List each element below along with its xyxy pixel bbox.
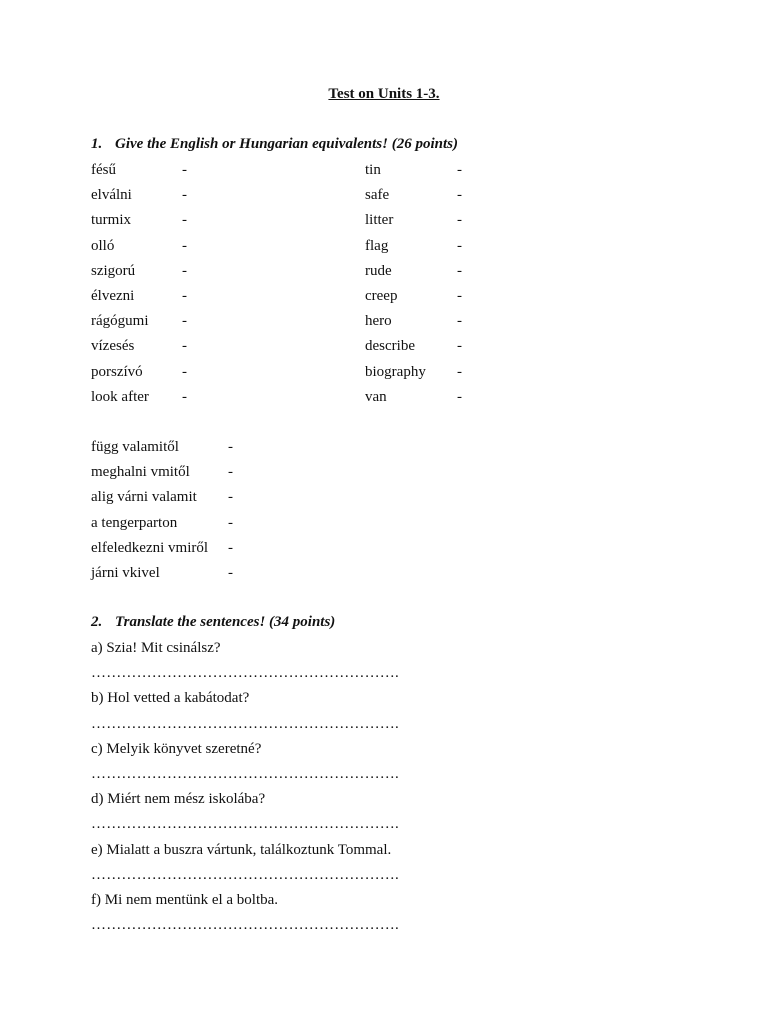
phrase-text: járni vkivel — [91, 564, 160, 581]
vocab-row — [91, 286, 491, 311]
vocab-right-dash: - — [457, 363, 462, 380]
section-2-number: 2. — [91, 614, 103, 630]
vocab-row — [91, 336, 491, 361]
section-1-number: 1. — [91, 136, 103, 152]
sentence-text: f) Mi nem mentünk el a boltba. — [91, 891, 279, 908]
phrase-dash: - — [228, 464, 233, 481]
answer-line: ……………………………………………………. — [91, 917, 399, 934]
phrase-text: a tengerparton — [91, 514, 178, 531]
section-1-heading-text: Give the English or Hungarian equivalents! (26 points) — [115, 136, 458, 152]
answer-line: ……………………………………………………. — [91, 665, 399, 682]
vocab-right-dash: - — [457, 162, 462, 178]
vocab-left-dash: - — [182, 363, 187, 380]
vocab-left-word: olló — [91, 237, 115, 254]
vocab-right-dash: - — [457, 262, 462, 279]
sentence-text: e) Mialatt a buszra vártunk, találkoztunk Tommal. — [91, 841, 392, 858]
vocab-right-word: tin — [365, 162, 381, 178]
phrase-text: függ valamitől — [91, 439, 179, 455]
answer-line: ……………………………………………………. — [91, 715, 399, 732]
phrase-dash: - — [228, 514, 233, 531]
section-2-heading — [91, 614, 335, 631]
vocab-left-dash: - — [182, 162, 187, 178]
phrase-row — [91, 538, 391, 563]
vocab-right-word: litter — [365, 212, 394, 229]
vocab-right-word: biography — [365, 363, 426, 380]
vocab-row — [91, 387, 491, 412]
vocab-right-dash: - — [457, 388, 462, 405]
sentence-list — [91, 638, 541, 940]
sentence-item — [91, 890, 541, 940]
vocab-left-dash: - — [182, 313, 187, 330]
vocab-row — [91, 210, 491, 235]
vocab-left-dash: - — [182, 237, 187, 254]
vocab-right-word: van — [365, 388, 387, 405]
sentence-text: c) Melyik könyvet szeretné? — [91, 740, 262, 757]
vocab-left-word: turmix — [91, 212, 131, 229]
phrase-text: meghalni vmitől — [91, 464, 190, 481]
phrase-row — [91, 563, 391, 588]
vocab-left-word: élvezni — [91, 287, 135, 304]
vocab-left-word: look after — [91, 388, 149, 405]
vocab-right-word: safe — [365, 187, 390, 204]
phrase-list — [91, 437, 391, 588]
vocab-right-dash: - — [457, 287, 462, 304]
vocab-left-dash: - — [182, 262, 187, 279]
vocab-row — [91, 311, 491, 336]
phrase-text: elfeledkezni vmiről — [91, 539, 209, 556]
vocab-left-word: szigorú — [91, 262, 136, 279]
sentence-item — [91, 638, 541, 688]
sentence-text: d) Miért nem mész iskolába? — [91, 791, 266, 808]
answer-line: ……………………………………………………. — [91, 765, 399, 782]
vocab-left-word: porszívó — [91, 363, 143, 380]
vocab-right-word: hero — [365, 313, 392, 330]
vocab-left-dash: - — [182, 287, 187, 304]
vocab-left-word: rágógumi — [91, 313, 149, 330]
phrase-dash: - — [228, 489, 233, 506]
phrase-dash: - — [228, 439, 233, 455]
sentence-item — [91, 840, 541, 890]
vocab-right-word: describe — [365, 338, 415, 355]
vocab-left-word: elválni — [91, 187, 132, 204]
vocab-left-dash: - — [182, 187, 187, 204]
vocab-right-dash: - — [457, 212, 462, 229]
vocab-right-word: rude — [365, 262, 392, 279]
answer-line: ……………………………………………………. — [91, 866, 399, 883]
vocab-row — [91, 261, 491, 286]
sentence-item — [91, 789, 541, 839]
sentence-text: b) Hol vetted a kabátodat? — [91, 690, 250, 707]
vocab-left-dash: - — [182, 338, 187, 355]
phrase-dash: - — [228, 539, 233, 556]
sentence-text: a) Szia! Mit csinálsz? — [91, 640, 221, 656]
vocab-right-dash: - — [457, 187, 462, 204]
phrase-row — [91, 487, 391, 512]
vocab-row — [91, 185, 491, 210]
phrase-row — [91, 437, 391, 462]
vocab-row — [91, 236, 491, 261]
vocab-row — [91, 160, 491, 185]
phrase-dash: - — [228, 564, 233, 581]
page-title: Test on Units 1-3. — [328, 86, 440, 102]
section-2-heading-text: Translate the sentences! (34 points) — [115, 614, 336, 630]
vocab-right-dash: - — [457, 313, 462, 330]
sentence-item — [91, 739, 541, 789]
vocab-right-word: creep — [365, 287, 398, 304]
answer-line: ……………………………………………………. — [91, 816, 399, 833]
vocab-left-dash: - — [182, 212, 187, 229]
vocab-right-word: flag — [365, 237, 389, 254]
vocab-row — [91, 362, 491, 387]
vocab-left-word: vízesés — [91, 338, 135, 355]
phrase-row — [91, 513, 391, 538]
phrase-row — [91, 462, 391, 487]
vocab-left-dash: - — [182, 388, 187, 405]
section-1-heading — [91, 136, 458, 153]
sentence-item — [91, 688, 541, 738]
phrase-text: alig várni valamit — [91, 489, 197, 506]
vocab-right-dash: - — [457, 237, 462, 254]
vocab-right-dash: - — [457, 338, 462, 355]
vocabulary-list — [91, 160, 491, 412]
vocab-left-word: fésű — [91, 162, 116, 178]
